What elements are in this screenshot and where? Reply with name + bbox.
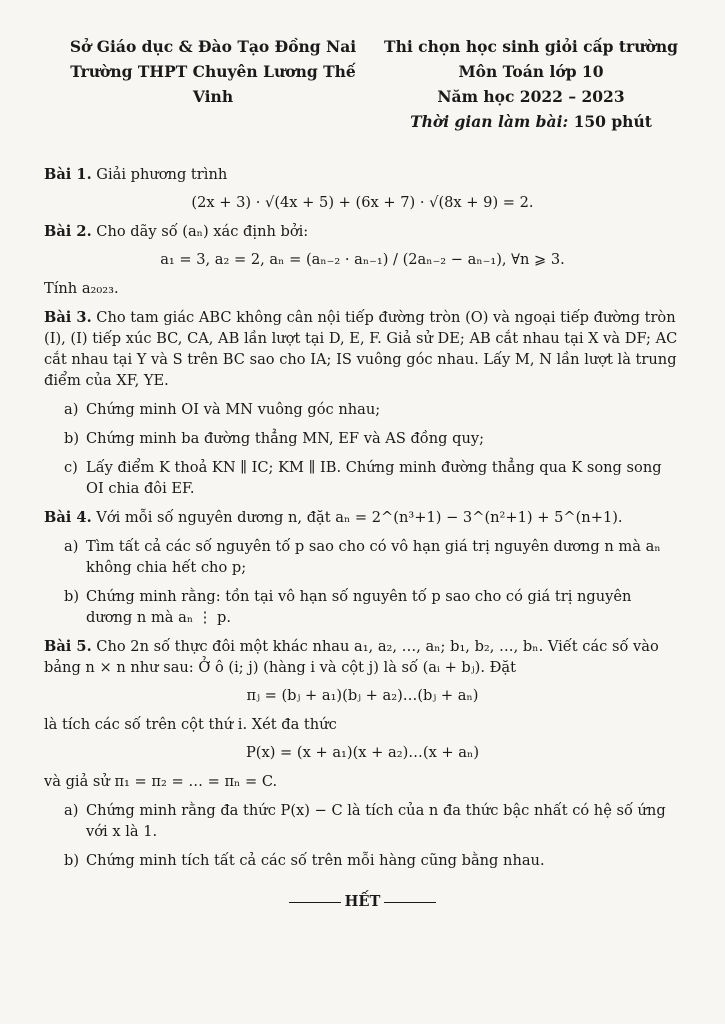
subpart-b — [64, 428, 681, 449]
equation: a₁ = 3, a₂ = 2, aₙ = (aₙ₋₂ · aₙ₋₁) / (2aₙ₋₂ − aₙ₋₁), ∀n ⩾ 3. — [160, 251, 565, 268]
subparts — [64, 800, 681, 871]
subparts — [64, 399, 681, 499]
exam-body — [44, 164, 681, 912]
problem-text: Cho 2n số thực đôi một khác nhau a₁, a₂, …, aₙ; b₁, b₂, …, bₙ. Viết các số vào bảng n × n như sau: Ở ô (i; j) (hàng i và cột j) là số (aᵢ + bⱼ). Đặt — [44, 638, 659, 676]
problem-1 — [44, 164, 681, 213]
problem-label: Bài 5. — [44, 638, 92, 655]
problem-text: Cho dãy số (aₙ) xác định bởi: — [96, 223, 309, 240]
problem-5 — [44, 636, 681, 871]
problem-assumption: và giả sử π₁ = π₂ = … = πₙ = C. — [44, 773, 278, 790]
subpart-a — [64, 800, 681, 842]
problem-label: Bài 3. — [44, 309, 92, 326]
time-label: Thời gian làm bài: — [410, 112, 569, 131]
equation-pi: πⱼ = (bⱼ + a₁)(bⱼ + a₂)…(bⱼ + aₙ) — [246, 687, 479, 704]
subpart-text: Lấy điểm K thoả KN ∥ IC; KM ∥ IB. Chứng minh đường thẳng qua K song song OI chia đôi EF. — [86, 459, 662, 497]
end-text: HẾT — [344, 893, 381, 910]
subpart-label: a) — [64, 802, 79, 819]
subpart-text: Chứng minh rằng đa thức P(x) − C là tích của n đa thức bậc nhất có hệ số ứng với x là 1. — [86, 802, 666, 840]
header-right — [381, 34, 681, 134]
exam-title: Thi chọn học sinh giỏi cấp trường — [384, 37, 678, 56]
subpart-a — [64, 536, 681, 578]
subject: Môn Toán lớp 10 — [458, 62, 604, 81]
subpart-text: Tìm tất cả các số nguyên tố p sao cho có vô hạn giá trị nguyên dương n mà aₙ không chia hết cho p; — [86, 538, 661, 576]
problem-2 — [44, 221, 681, 299]
subpart-a — [64, 399, 681, 420]
problem-label: Bài 2. — [44, 223, 92, 240]
subpart-label: a) — [64, 538, 79, 555]
end-rule-left — [289, 902, 341, 903]
school-year: Năm học 2022 – 2023 — [437, 87, 625, 106]
subpart-c — [64, 457, 681, 499]
problem-text: Cho tam giác ABC không cân nội tiếp đường tròn (O) và ngoại tiếp đường tròn (I), (I) tiếp xúc BC, CA, AB lần lượt tại D, E, F. Giả sử DE; AB cắt nhau tại X và DF; AC cắt nhau tại Y và S trên BC sao cho IA; IS vuông góc nhau. Lấy M, N lần lượt là trung điểm của XF, YE. — [44, 309, 678, 389]
end-marker — [44, 891, 681, 912]
time-value: 150 phút — [573, 112, 652, 131]
subparts — [64, 536, 681, 628]
subpart-b — [64, 850, 681, 871]
equation: (2x + 3) · √(4x + 5) + (6x + 7) · √(8x + 9) = 2. — [191, 194, 534, 211]
subpart-text: Chứng minh tích tất cả các số trên mỗi hàng cũng bằng nhau. — [86, 852, 545, 869]
subpart-b — [64, 586, 681, 628]
exam-time — [381, 109, 681, 134]
subpart-text: Chứng minh OI và MN vuông góc nhau; — [86, 401, 381, 418]
subpart-label: b) — [64, 588, 80, 605]
problem-label: Bài 4. — [44, 509, 92, 526]
end-rule-right — [384, 902, 436, 903]
problem-text: Giải phương trình — [96, 166, 228, 183]
equation-polynomial: P(x) = (x + a₁)(x + a₂)…(x + aₙ) — [245, 744, 480, 761]
problem-text-mid: là tích các số trên cột thứ i. Xét đa thức — [44, 716, 337, 733]
problem-text: Với mỗi số nguyên dương n, đặt aₙ = 2^(n³+1) − 3^(n²+1) + 5^(n+1). — [96, 509, 623, 526]
header-left — [48, 34, 378, 134]
subpart-label: b) — [64, 852, 80, 869]
department-name: Sở Giáo dục & Đào Tạo Đồng Nai — [69, 37, 357, 56]
subpart-label: c) — [64, 459, 78, 476]
exam-header — [44, 34, 681, 134]
subpart-label: a) — [64, 401, 79, 418]
subpart-label: b) — [64, 430, 80, 447]
subpart-text: Chứng minh rằng: tồn tại vô hạn số nguyên tố p sao cho có giá trị nguyên dương n mà aₙ ⋮ p. — [86, 588, 632, 626]
school-name: Trường THPT Chuyên Lương Thế Vinh — [70, 62, 356, 106]
problem-4 — [44, 507, 681, 628]
subpart-text: Chứng minh ba đường thẳng MN, EF và AS đồng quy; — [86, 430, 485, 447]
problem-question: Tính a₂₀₂₃. — [44, 280, 119, 297]
problem-3 — [44, 307, 681, 499]
problem-label: Bài 1. — [44, 166, 92, 183]
